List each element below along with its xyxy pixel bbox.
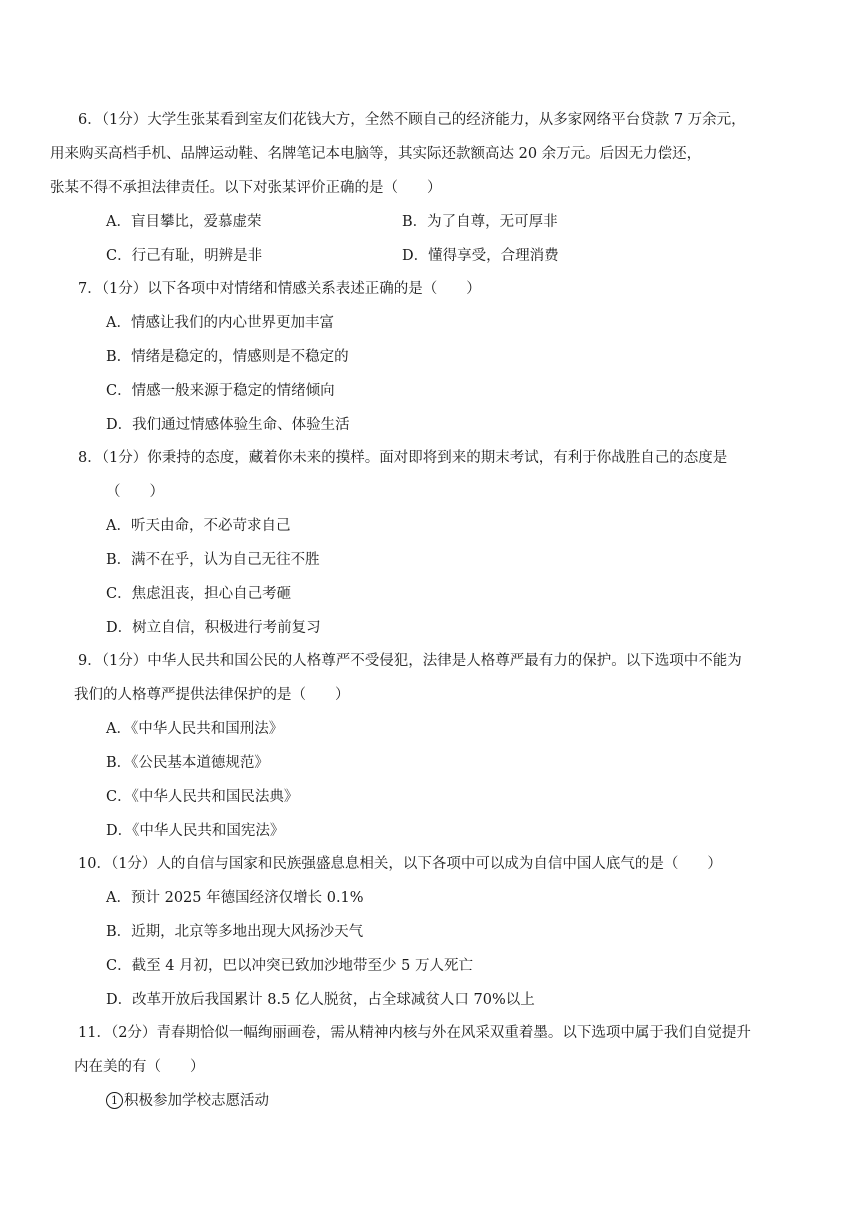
option-a[interactable]: A．听天由命，不必苛求自己 [106, 518, 291, 534]
option-c[interactable]: C．焦虑沮丧，担心自己考砸 [106, 586, 292, 602]
stem-line: 用来购买高档手机、品牌运动鞋、名牌笔记本电脑等，其实际还款额高达 20 余万元。后因无力偿还， [50, 146, 702, 162]
question-number: 7 [78, 281, 88, 297]
stem-continuation [50, 171, 778, 205]
question-stem: 10．（1分）人的自信与国家和民族强盛息息相关，以下各项中可以成为自信中国人底气的是（ ） [78, 856, 722, 872]
question-10 [78, 847, 778, 1017]
option-a[interactable]: A．盲目攀比，爱慕虚荣 [106, 214, 262, 230]
option-b[interactable]: B．满不在乎，认为自己无往不胜 [106, 552, 320, 568]
question-number: 8 [78, 450, 88, 466]
options-row [78, 205, 778, 239]
question-score: （1分） [101, 281, 148, 297]
question-number: 11 [78, 1025, 97, 1041]
question-score: （1分） [110, 856, 157, 872]
stem-line: 人的自信与国家和民族强盛息息相关，以下各项中可以成为自信中国人底气的是（ ） [156, 856, 722, 872]
stem-continuation [74, 1050, 778, 1084]
option-d[interactable]: D．懂得享受，合理消费 [402, 248, 559, 264]
option-c[interactable]: C．截至 4 月初，巴以冲突已致加沙地带至少 5 万人死亡 [106, 958, 473, 974]
stem-line: 张某不得不承担法律责任。以下对张某评价正确的是（ ） [50, 180, 442, 196]
question-stem: 8．（1分）你秉持的态度，藏着你未来的摸样。面对即将到来的期末考试，有利于你战胜自己的态度是 [78, 450, 728, 466]
option-c[interactable]: C．《中华人民共和国民法典》 [106, 789, 299, 805]
option-b[interactable]: B．近期，北京等多地出现大风扬沙天气 [106, 924, 364, 940]
question-score: （1分） [101, 112, 148, 128]
option-c[interactable]: C．行己有耻，明辨是非 [106, 248, 263, 264]
option-a[interactable]: A．《中华人民共和国刑法》 [106, 721, 284, 737]
stem-line: 你秉持的态度，藏着你未来的摸样。面对即将到来的期末考试，有利于你战胜自己的态度是 [147, 450, 728, 466]
question-7 [78, 272, 778, 442]
question-stem: 6．（1分）大学生张某看到室友们花钱大方，全然不顾自己的经济能力，从多家网络平台贷款 7 万余元， [78, 112, 746, 128]
question-6 [50, 103, 778, 273]
stem-line: （ ） [106, 484, 164, 500]
option-a[interactable]: A．预计 2025 年德国经济仅增长 0.1% [106, 890, 364, 906]
question-stem: 7．（1分）以下各项中对情绪和情感关系表述正确的是（ ） [78, 281, 481, 297]
question-9 [74, 644, 778, 848]
option-d[interactable]: D．《中华人民共和国宪法》 [106, 823, 285, 839]
question-score: （1分） [101, 653, 148, 669]
stem-continuation [78, 475, 778, 509]
stem-line: 中华人民共和国公民的人格尊严不受侵犯，法律是人格尊严最有力的保护。以下选项中不能为 [147, 653, 742, 669]
stem-line: 我们的人格尊严提供法律保护的是（ ） [74, 687, 350, 703]
question-score: （1分） [101, 450, 148, 466]
circled-number: 1 [106, 1092, 123, 1109]
question-score: （2分） [110, 1025, 157, 1041]
question-stem: 11．（2分）青春期恰似一幅绚丽画卷，需从精神内核与外在风采双重着墨。以下选项中属于我们自觉提升 [78, 1025, 751, 1041]
stem-line: 大学生张某看到室友们花钱大方，全然不顾自己的经济能力，从多家网络平台贷款 7 万余元， [147, 112, 746, 128]
question-8 [78, 441, 778, 645]
statement-item: 1 积极参加学校志愿活动 [78, 1084, 778, 1118]
options-row [78, 239, 778, 273]
option-d[interactable]: D．树立自信，积极进行考前复习 [106, 620, 321, 636]
option-d[interactable]: D．我们通过情感体验生命、体验生活 [106, 417, 350, 433]
stem-continuation [50, 137, 778, 171]
option-b[interactable]: B．《公民基本道德规范》 [106, 755, 269, 771]
option-b[interactable]: B．为了自尊，无可厚非 [402, 214, 558, 230]
question-stem: 9．（1分）中华人民共和国公民的人格尊严不受侵犯，法律是人格尊严最有力的保护。以下选项中不能为 [78, 653, 742, 669]
question-11 [74, 1016, 778, 1118]
stem-line: 内在美的有（ ） [74, 1059, 205, 1075]
question-number: 9 [78, 653, 88, 669]
stem-line: 青春期恰似一幅绚丽画卷，需从精神内核与外在风采双重着墨。以下选项中属于我们自觉提升 [156, 1025, 751, 1041]
stem-continuation [74, 678, 778, 712]
stem-line: 以下各项中对情绪和情感关系表述正确的是（ ） [147, 281, 481, 297]
option-c[interactable]: C．情感一般来源于稳定的情绪倾向 [106, 383, 335, 399]
option-d[interactable]: D．改革开放后我国累计 8.5 亿人脱贫，占全球减贫人口 70%以上 [106, 992, 535, 1008]
question-number: 10 [78, 856, 97, 872]
option-b[interactable]: B．情绪是稳定的，情感则是不稳定的 [106, 349, 349, 365]
option-a[interactable]: A．情感让我们的内心世界更加丰富 [106, 315, 334, 331]
question-number: 6 [78, 112, 88, 128]
